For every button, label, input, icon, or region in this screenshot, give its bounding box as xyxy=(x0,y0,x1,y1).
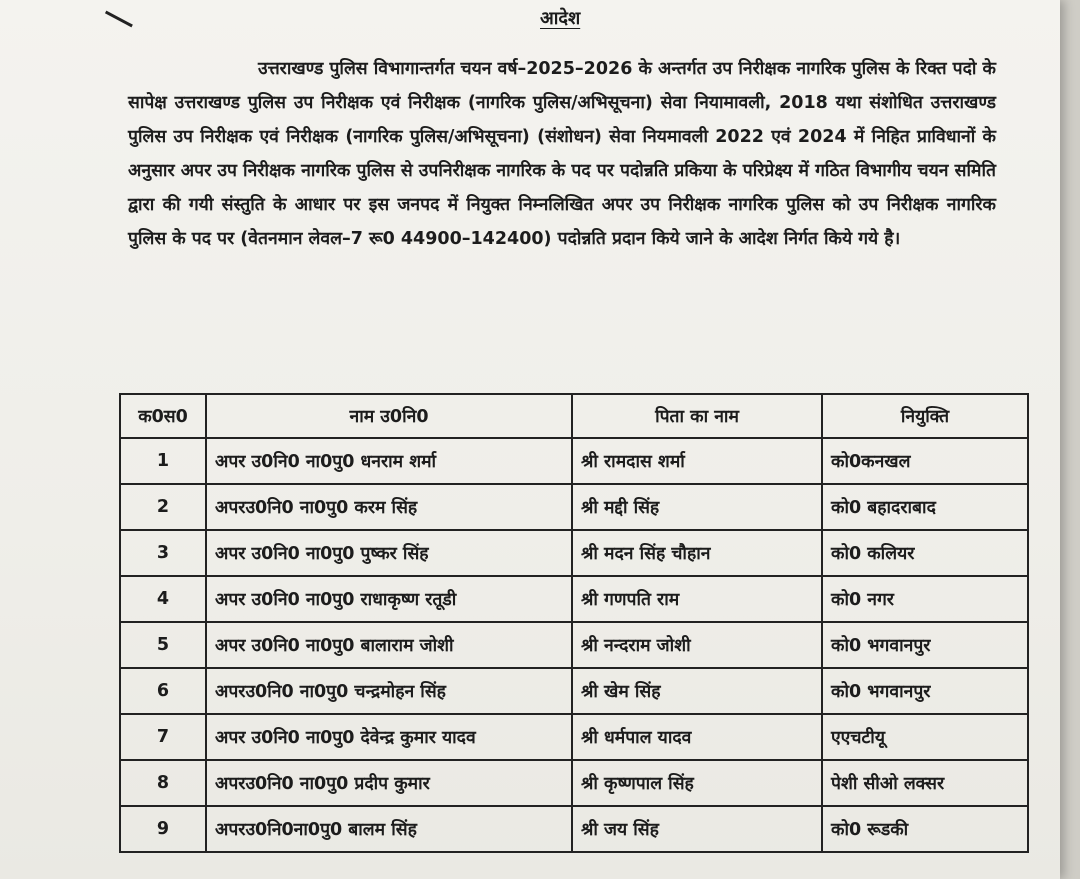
cell-posting: को0 भगवानपुर xyxy=(822,668,1028,714)
cell-name: अपर उ0नि0 ना0पु0 बालाराम जोशी xyxy=(206,622,572,668)
cell-name: अपर उ0नि0 ना0पु0 देवेन्द्र कुमार यादव xyxy=(206,714,572,760)
header-serial: क0स0 xyxy=(120,394,206,438)
cell-posting: को0 भगवानपुर xyxy=(822,622,1028,668)
table-body xyxy=(120,438,1028,852)
cell-posting: को0कनखल xyxy=(822,438,1028,484)
cell-father-name: श्री खेम सिंह xyxy=(572,668,822,714)
header-posting: नियुक्ति xyxy=(822,394,1028,438)
cell-posting: एएचटीयू xyxy=(822,714,1028,760)
cell-father-name: श्री नन्दराम जोशी xyxy=(572,622,822,668)
cell-father-name: श्री मद्दी सिंह xyxy=(572,484,822,530)
cell-father-name: श्री मदन सिंह चौहान xyxy=(572,530,822,576)
cell-serial: 4 xyxy=(120,576,206,622)
cell-name: अपरउ0नि0 ना0पु0 चन्द्रमोहन सिंह xyxy=(206,668,572,714)
pen-mark xyxy=(105,0,139,27)
table-row xyxy=(120,714,1028,760)
table-row xyxy=(120,668,1028,714)
cell-serial: 6 xyxy=(120,668,206,714)
cell-father-name: श्री धर्मपाल यादव xyxy=(572,714,822,760)
cell-serial: 5 xyxy=(120,622,206,668)
cell-father-name: श्री गणपति राम xyxy=(572,576,822,622)
cell-name: अपर उ0नि0 ना0पु0 राधाकृष्ण रतूडी xyxy=(206,576,572,622)
table-row xyxy=(120,576,1028,622)
cell-serial: 1 xyxy=(120,438,206,484)
cell-name: अपरउ0नि0 ना0पु0 प्रदीप कुमार xyxy=(206,760,572,806)
table-header-row xyxy=(120,394,1028,438)
cell-posting: को0 रूडकी xyxy=(822,806,1028,852)
cell-posting: को0 कलियर xyxy=(822,530,1028,576)
cell-name: अपर उ0नि0 ना0पु0 पुष्कर सिंह xyxy=(206,530,572,576)
table-row xyxy=(120,530,1028,576)
cell-name: अपरउ0नि0 ना0पु0 करम सिंह xyxy=(206,484,572,530)
cell-posting: पेशी सीओ लक्सर xyxy=(822,760,1028,806)
header-name: नाम उ0नि0 xyxy=(206,394,572,438)
cell-posting: को0 बहादराबाद xyxy=(822,484,1028,530)
table-row xyxy=(120,806,1028,852)
cell-serial: 7 xyxy=(120,714,206,760)
cell-serial: 9 xyxy=(120,806,206,852)
promotion-table xyxy=(119,393,1029,853)
cell-name: अपरउ0नि0ना0पु0 बालम सिंह xyxy=(206,806,572,852)
cell-serial: 8 xyxy=(120,760,206,806)
cell-serial: 3 xyxy=(120,530,206,576)
table-row xyxy=(120,484,1028,530)
order-paragraph: उत्तराखण्ड पुलिस विभागान्तर्गत चयन वर्ष–2025–2026 के अन्तर्गत उप निरीक्षक नागरिक पुलिस के रिक्त पदो के सापेक्ष उत्तराखण्ड पुलिस उप निरीक्षक एवं निरीक्षक (नागरिक पुलिस/अभिसूचना) सेवा नियामावली, 2018 यथा संशोधित उत्तराखण्ड पुलिस उप निरीक्षक एवं निरीक्षक (नागरिक पुलिस/अभिसूचना) (संशोधन) सेवा नियमावली 2022 एवं 2024 में निहित प्राविधानों के अनुसार अपर उप निरीक्षक नागरिक पुलिस से उपनिरीक्षक नागरिक के पद पर पदोन्नति प्रकिया के परिप्रेक्ष्य में गठित विभागीय चयन समिति द्वारा की गयी संस्तुति के आधार पर इस जनपद में नियुक्त निम्नलिखित अपर उप निरीक्षक नागरिक पुलिस को उप निरीक्षक नागरिक पुलिस के पद पर (वेतनमान लेवल–7 रू0 44900–142400) पदोन्नति प्रदान किये जाने के आदेश निर्गत किये गये है। xyxy=(128,59,996,249)
order-heading: आदेश xyxy=(540,8,581,29)
cell-serial: 2 xyxy=(120,484,206,530)
header-father-name: पिता का नाम xyxy=(572,394,822,438)
cell-name: अपर उ0नि0 ना0पु0 धनराम शर्मा xyxy=(206,438,572,484)
table-row xyxy=(120,622,1028,668)
table-row xyxy=(120,760,1028,806)
cell-father-name: श्री कृष्णपाल सिंह xyxy=(572,760,822,806)
cell-father-name: श्री जय सिंह xyxy=(572,806,822,852)
cell-father-name: श्री रामदास शर्मा xyxy=(572,438,822,484)
table-row xyxy=(120,438,1028,484)
cell-posting: को0 नगर xyxy=(822,576,1028,622)
